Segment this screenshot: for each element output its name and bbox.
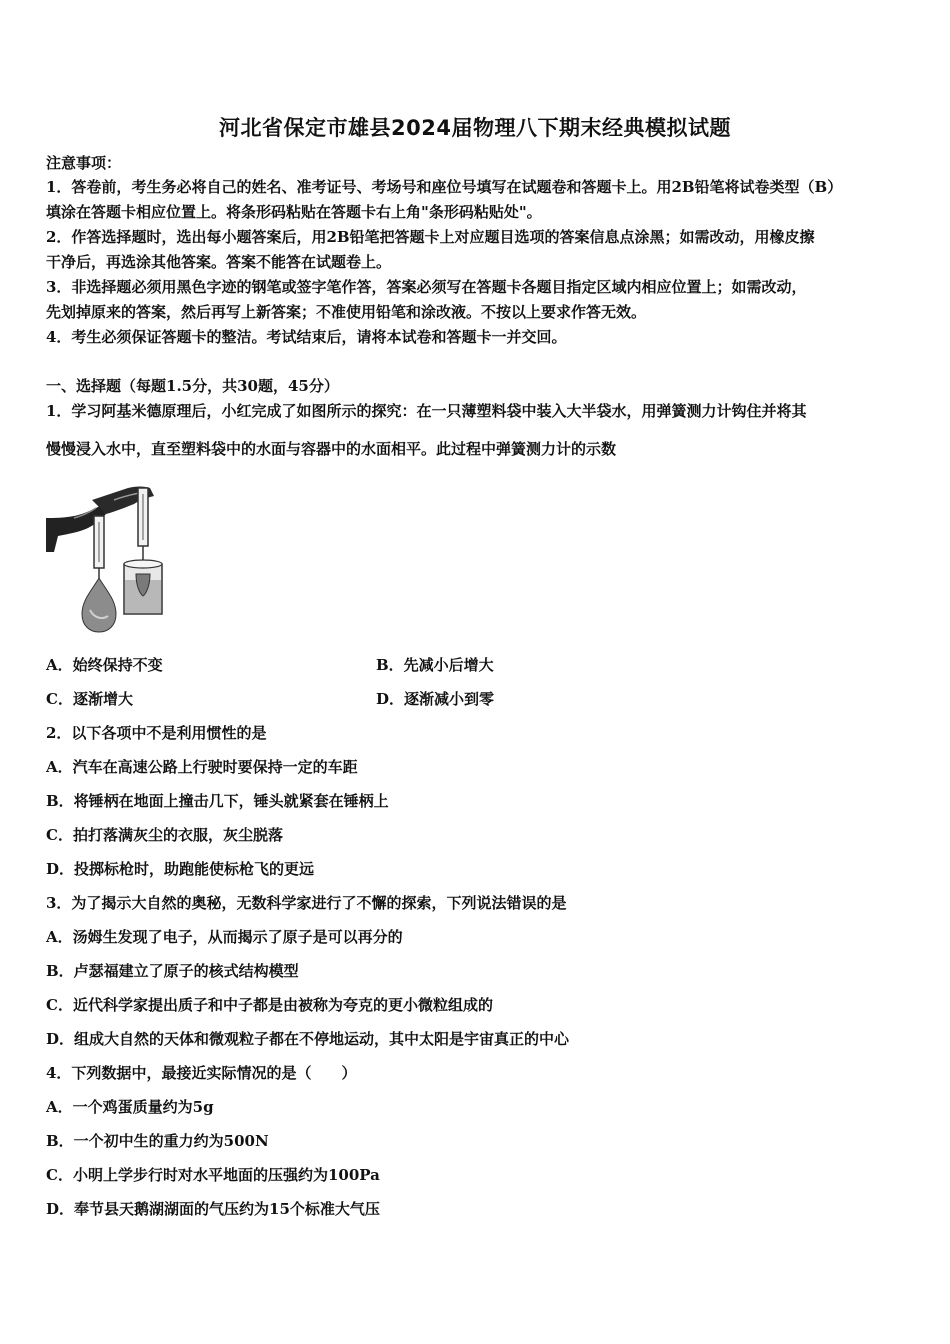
notes-line: 3．非选择题必须用黑色字迹的钢笔或签字笔作答，答案必须写在答题卡各题目指定区域内相应位置上；如需改动， (46, 278, 807, 296)
question-1-stem: 慢慢浸入水中，直至塑料袋中的水面与容器中的水面相平。此过程中弹簧测力计的示数 (46, 440, 617, 458)
notes-line: 干净后，再选涂其他答案。答案不能答在试题卷上。 (46, 253, 392, 271)
question-4-option-a: A．一个鸡蛋质量约为5g (46, 1098, 214, 1116)
question-2-option-c: C．拍打落满灰尘的衣服，灰尘脱落 (46, 826, 283, 844)
question-1-option-c: C．逐渐增大 (46, 690, 133, 708)
section-heading: 一、选择题（每题1.5分，共30题，45分） (46, 377, 339, 395)
spring-scale-illustration (44, 478, 164, 638)
notes-line: 2．作答选择题时，选出每小题答案后，用2B铅笔把答题卡上对应题目选项的答案信息点涂黑；如需改动，用橡皮擦 (46, 228, 815, 246)
notes-line: 先划掉原来的答案，然后再写上新答案；不准使用铅笔和涂改液。不按以上要求作答无效。 (46, 303, 647, 321)
question-2-option-d: D．投掷标枪时，助跑能使标枪飞的更远 (46, 860, 315, 878)
question-2-option-a: A．汽车在高速公路上行驶时要保持一定的车距 (46, 758, 358, 776)
question-1-option-b: B．先减小后增大 (376, 656, 494, 674)
question-3-option-d: D．组成大自然的天体和微观粒子都在不停地运动，其中太阳是宇宙真正的中心 (46, 1030, 570, 1048)
question-4-option-b: B．一个初中生的重力约为500N (46, 1132, 269, 1150)
question-3-stem: 3．为了揭示大自然的奥秘，无数科学家进行了不懈的探索，下列说法错误的是 (46, 894, 567, 912)
question-3-option-a: A．汤姆生发现了电子，从而揭示了原子是可以再分的 (46, 928, 403, 946)
notes-line: 1．答卷前，考生务必将自己的姓名、准考证号、考场号和座位号填写在试题卷和答题卡上。用2B铅笔将试卷类型（B） (46, 178, 843, 196)
question-1-option-d: D．逐渐减小到零 (376, 690, 495, 708)
notes-heading: 注意事项： (46, 154, 122, 172)
notes-line: 4．考生必须保证答题卡的整洁。考试结束后，请将本试卷和答题卡一并交回。 (46, 328, 567, 346)
exam-title: 河北省保定市雄县2024届物理八下期末经典模拟试题 (219, 116, 731, 140)
question-2-stem: 2．以下各项中不是利用惯性的是 (46, 724, 267, 742)
question-4-option-c: C．小明上学步行时对水平地面的压强约为100Pa (46, 1166, 380, 1184)
question-3-option-c: C．近代科学家提出质子和中子都是由被称为夸克的更小微粒组成的 (46, 996, 493, 1014)
question-4-option-d: D．奉节县天鹅湖湖面的气压约为15个标准大气压 (46, 1200, 380, 1218)
question-2-option-b: B．将锤柄在地面上撞击几下，锤头就紧套在锤柄上 (46, 792, 389, 810)
question-4-stem: 4．下列数据中，最接近实际情况的是（ ） (46, 1064, 357, 1082)
question-1-stem: 1．学习阿基米德原理后，小红完成了如图所示的探究：在一只薄塑料袋中装入大半袋水，用弹簧测力计钩住并将其 (46, 402, 807, 420)
question-1-option-a: A．始终保持不变 (46, 656, 163, 674)
notes-line: 填涂在答题卡相应位置上。将条形码粘贴在答题卡右上角"条形码粘贴处"。 (46, 203, 542, 221)
question-3-option-b: B．卢瑟福建立了原子的核式结构模型 (46, 962, 299, 980)
